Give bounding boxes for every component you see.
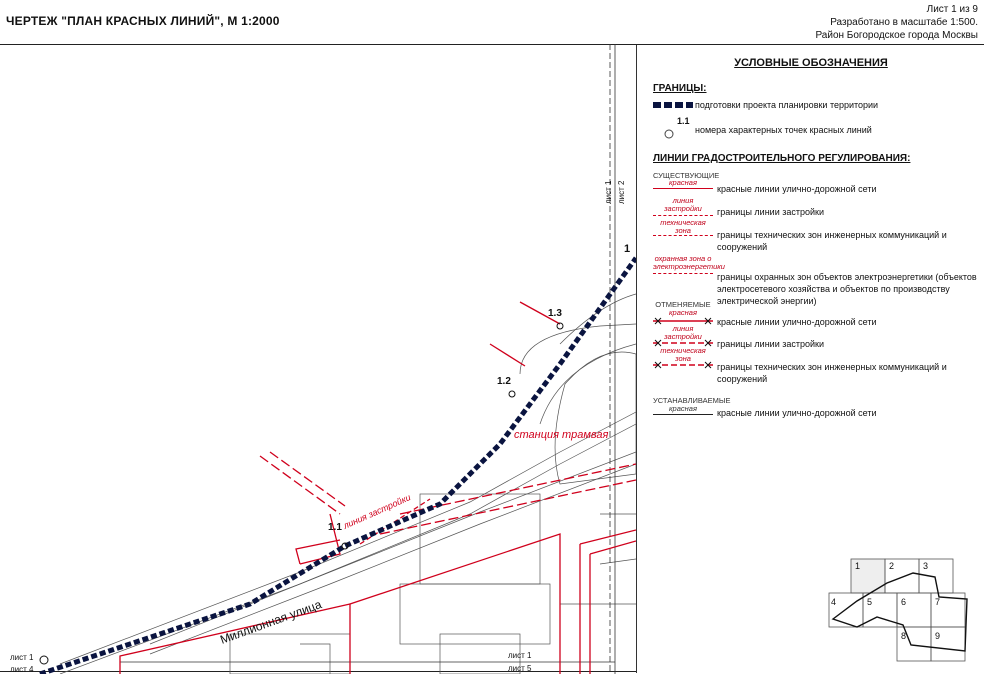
sheet1-vertical-label: лист 1 — [604, 180, 613, 204]
sheet1-bottom-label: лист 1 — [508, 651, 532, 660]
lines-heading: ЛИНИИ ГРАДОСТРОИТЕЛЬНОГО РЕГУЛИРОВАНИЯ: — [653, 153, 911, 164]
existing-text-1: красные линии улично-дорожной сети — [717, 184, 877, 194]
existing-sym-1: красная — [669, 178, 697, 187]
project-boundary — [40, 258, 636, 674]
index-cell-1: 1 — [855, 561, 861, 571]
cancelled-label: ОТМЕНЯЕМЫЕ — [655, 300, 711, 309]
point-1.2-label: 1.2 — [497, 376, 511, 387]
cancelled-text-3: границы технических зон инженерных коммуникаций и сооружений — [717, 362, 947, 384]
sheet-info — [815, 3, 978, 42]
sheet-index-map — [827, 557, 977, 669]
scale-note: Разработано в масштабе 1:500. — [830, 17, 978, 28]
sheet-number: Лист 1 из 9 — [926, 4, 978, 15]
existing-line-2 — [653, 215, 713, 216]
borders-heading: ГРАНИЦЫ: — [653, 83, 707, 94]
index-cell-9: 9 — [935, 631, 941, 641]
index-cell-8: 8 — [901, 631, 907, 641]
legend-point-num: 1.1 — [677, 116, 690, 126]
cancelled-text-1: красные линии улично-дорожной сети — [717, 317, 877, 327]
boundary-symbol — [653, 100, 693, 110]
sheet5-bottom-label: лист 5 — [508, 664, 532, 673]
sheet4-left-label: лист 4 — [10, 665, 34, 674]
zone-label: линия застройки — [341, 492, 413, 531]
existing-sym-2: линия застройки — [664, 196, 702, 213]
established-text-1: красные линии улично-дорожной сети — [717, 408, 877, 418]
index-cell-3: 3 — [923, 561, 929, 571]
point-1.3-label: 1.3 — [548, 308, 562, 319]
map-canvas — [0, 44, 636, 674]
existing-line-3 — [653, 235, 713, 236]
legend-border-1: подготовки проекта планировки территории — [695, 100, 879, 110]
sheet2-vertical-label: лист 2 — [617, 180, 626, 204]
drawing-title: ЧЕРТЕЖ "ПЛАН КРАСНЫХ ЛИНИЙ", М 1:2000 — [6, 14, 280, 28]
point-sheet-marker — [40, 656, 48, 664]
point-1-label: 1 — [624, 243, 631, 255]
existing-sym-4: охранная зона о электроэнергетики — [653, 254, 725, 271]
existing-text-2: границы линии застройки — [717, 207, 824, 217]
existing-text-3: границы технических зон инженерных коммуникаций и сооружений — [717, 230, 947, 252]
existing-sym-3: техническая зона — [660, 218, 706, 235]
established-line-1 — [653, 414, 713, 415]
legend-border-2: номера характерных точек красных линий — [695, 125, 872, 135]
established-label: УСТАНАВЛИВАЕМЫЕ — [653, 396, 731, 405]
base-topography — [60, 294, 636, 674]
cancelled-text-2: границы линии застройки — [717, 339, 824, 349]
point-1.2-marker — [509, 391, 515, 397]
point-1.1-label: 1.1 — [328, 522, 342, 533]
cancelled-sym-1: красная — [669, 308, 697, 317]
district-name: Район Богородское города Москвы — [815, 30, 978, 41]
cancelled-sym-2: линия застройки — [664, 324, 702, 341]
legend-title: УСЛОВНЫЕ ОБОЗНАЧЕНИЯ — [734, 57, 888, 69]
station-label: станция трамвая — [514, 429, 609, 441]
existing-label: СУЩЕСТВУЮЩИЕ — [653, 171, 720, 180]
red-lines — [120, 302, 636, 674]
existing-line-4 — [653, 273, 713, 274]
existing-text-4: границы охранных зон объектов электроэнергетики (объектов электросетевого хозяйства и объектов по производству электрической энергии) — [717, 272, 977, 306]
sheet1-left-label: лист 1 — [10, 653, 34, 662]
existing-line-1 — [653, 188, 713, 189]
index-cell-6: 6 — [901, 597, 907, 607]
index-cell-5: 5 — [867, 597, 873, 607]
legend-panel — [636, 45, 985, 673]
index-cell-7: 7 — [935, 597, 941, 607]
street-label: Миллионная улица — [218, 597, 324, 647]
index-cell-2: 2 — [889, 561, 895, 571]
sheet-dividers — [120, 44, 615, 674]
established-sym-1: красная — [669, 404, 697, 413]
cancelled-line-3 — [653, 361, 713, 369]
index-cell-4: 4 — [831, 597, 837, 607]
cancelled-sym-3: техническая зона — [660, 346, 706, 363]
